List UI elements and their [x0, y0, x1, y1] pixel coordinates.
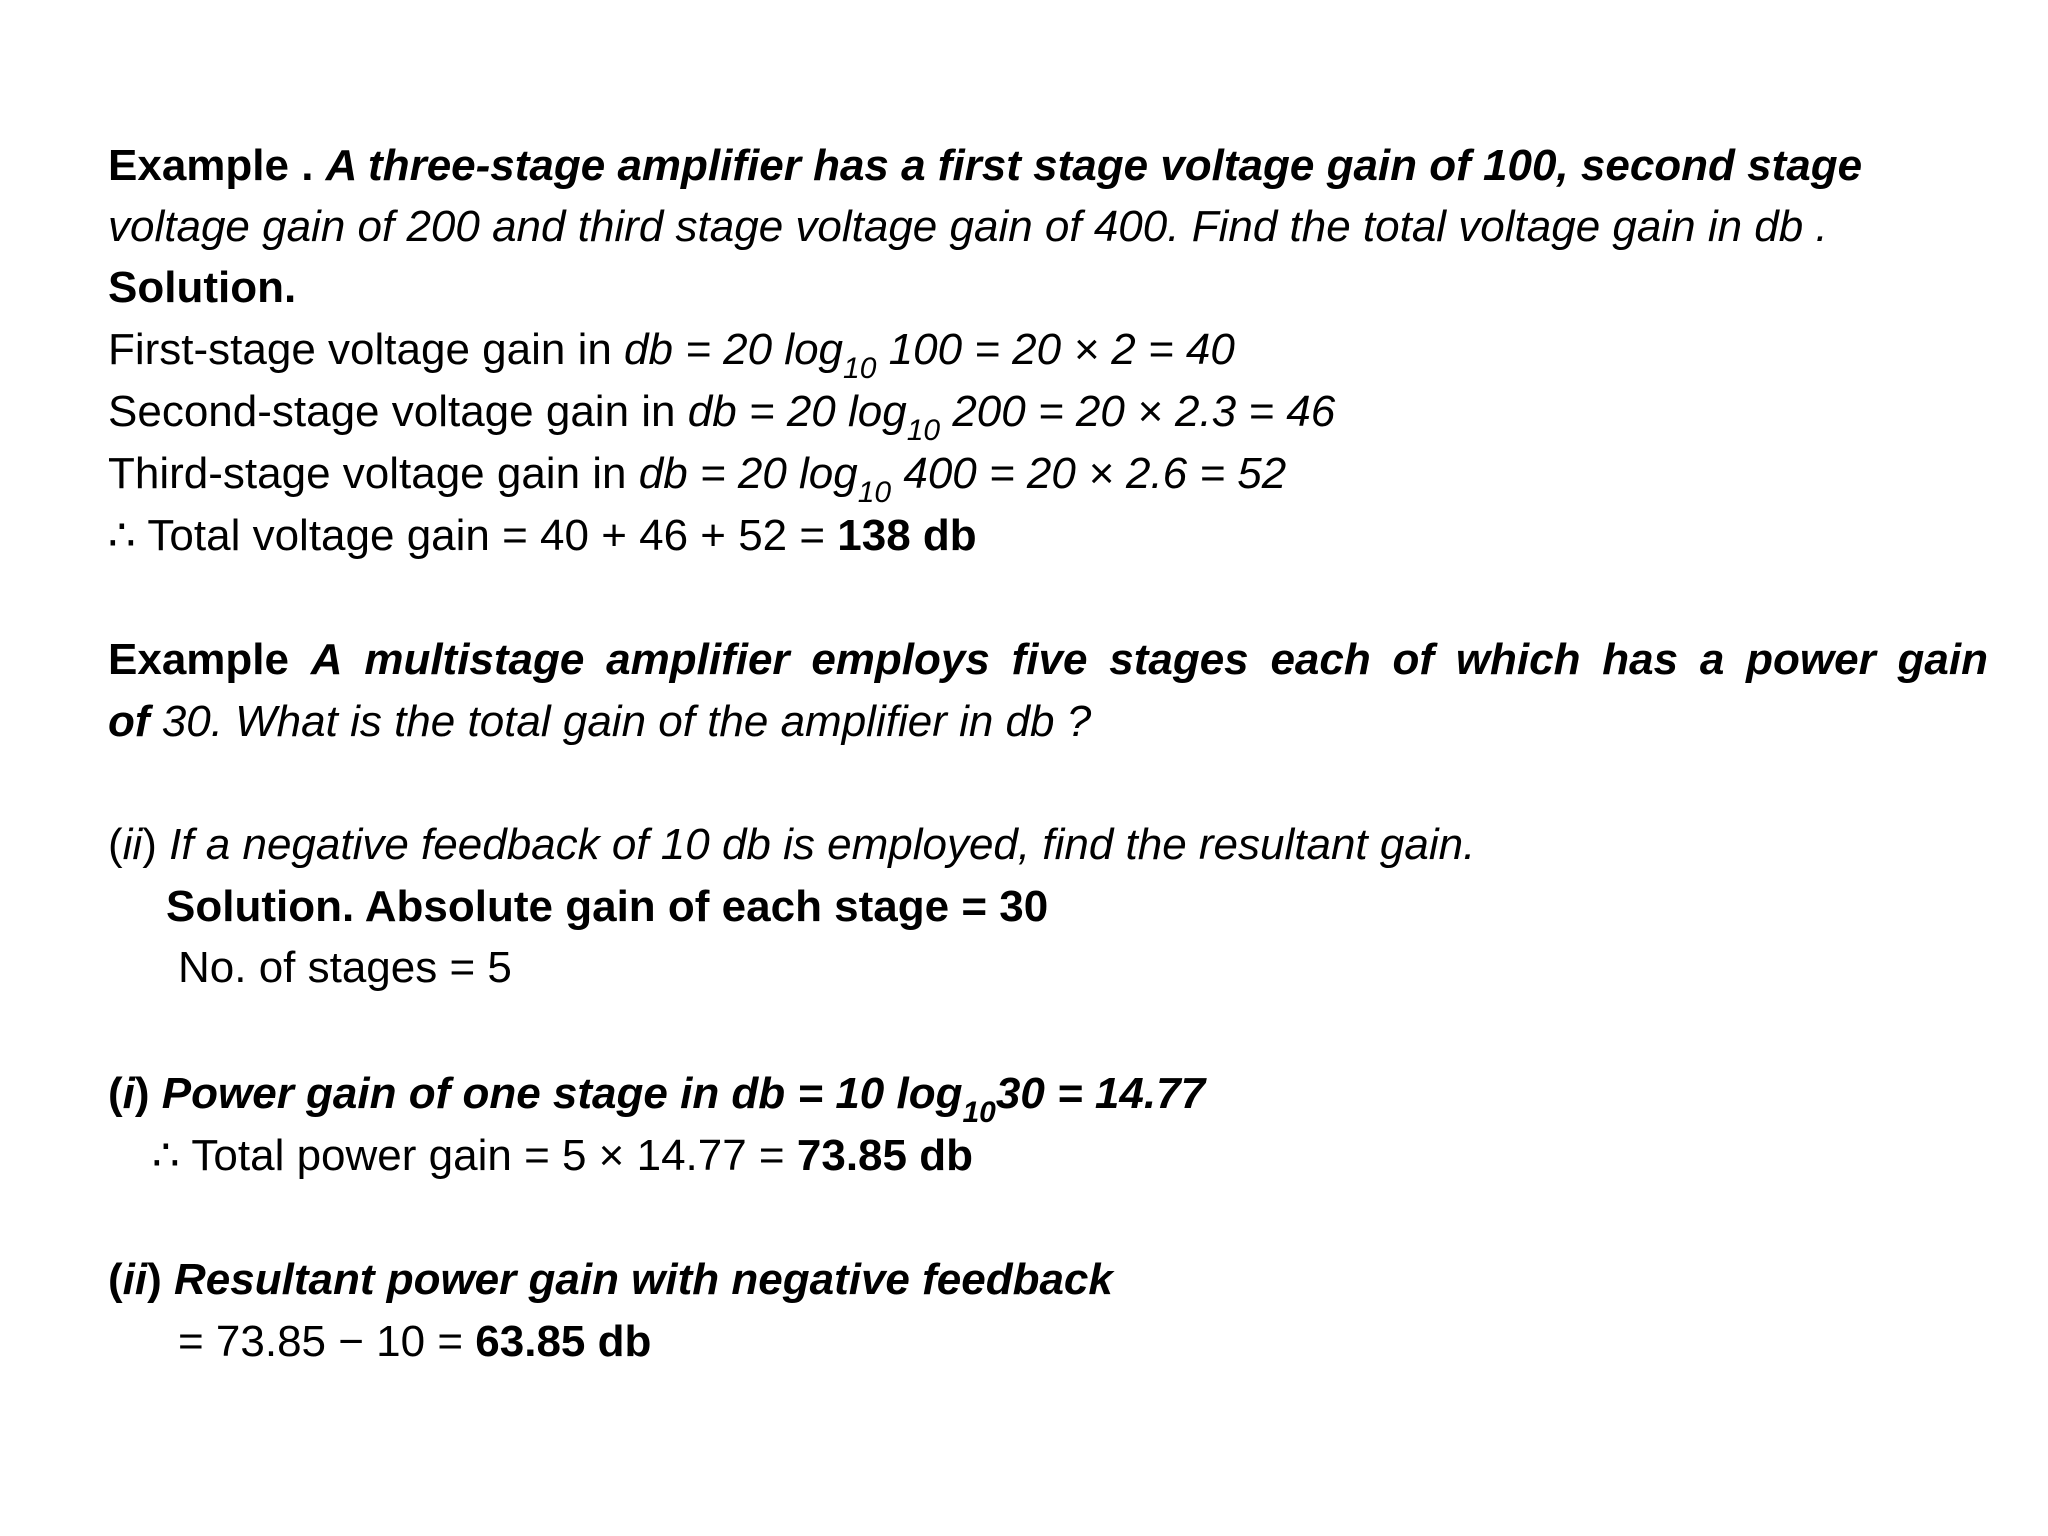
example2-part-ii: (ii) Resultant power gain with negative feedback [108, 1255, 1113, 1304]
step1-subscript: 10 [843, 352, 877, 385]
example1-solution-label: Solution. [108, 263, 297, 312]
q-word: power [1746, 635, 1876, 684]
example1-label: Example . [108, 141, 314, 190]
part2-label: ii [122, 820, 143, 869]
part2-text: If a negative feedback of 10 db is employed, find the resultant gain. [169, 820, 1476, 869]
total-power-prefix: ∴ Total power gain = 5 × 14.77 = [152, 1131, 785, 1180]
q-word: each [1270, 635, 1371, 684]
q2-rest: 30. What is the total gain of the amplifier in db ? [161, 697, 1092, 746]
part-ii-text: Resultant power gain with negative feedback [174, 1255, 1113, 1304]
total-power-value: 73.85 db [796, 1131, 973, 1180]
result-prefix: = 73.85 − 10 = [178, 1317, 464, 1366]
total-voltage-prefix: ∴ Total voltage gain = 40 + 46 + 52 = [108, 511, 826, 560]
step3-expr [638, 449, 1287, 509]
example2-result [178, 1312, 651, 1372]
part-i-label: i [122, 1069, 135, 1118]
q-word: has [1602, 635, 1679, 684]
example2-question-line1 [108, 630, 1988, 690]
q-word: A [310, 635, 343, 684]
example1-step1 [108, 320, 1235, 385]
step2-subscript: 10 [906, 414, 941, 447]
step3-expr-b: 400 = 20 × 2.6 = 52 [903, 449, 1287, 498]
example1-question-line1 [108, 136, 1862, 196]
q-word: five [1011, 635, 1088, 684]
part-i-subscript: 10 [962, 1096, 996, 1129]
example2-total-power [152, 1126, 973, 1186]
q-word: which [1455, 635, 1581, 684]
example1-question-text: A three-stage amplifier has a first stage voltage gain of 100, second stage [325, 141, 1863, 190]
step1-expr [624, 325, 1235, 385]
q-word: gain [1897, 635, 1988, 684]
example2-part2-question: (ii) If a negative feedback of 10 db is employed, find the resultant gain. [108, 820, 1476, 869]
example1-question-line2: voltage gain of 200 and third stage voltage gain of 400. Find the total voltage gain in db . [108, 202, 1828, 251]
q-word: a [1699, 635, 1725, 684]
example2-stages-line: No. of stages = 5 [178, 943, 512, 992]
example2-solution-line: Solution. Absolute gain of each stage = 30 [166, 882, 1049, 931]
part-i-expr: Power gain of one stage in db = 10 log [161, 1069, 963, 1118]
q-word: multistage [364, 635, 585, 684]
q-word: stages [1109, 635, 1249, 684]
part-ii-label: ii [122, 1255, 148, 1304]
q-word: amplifier [606, 635, 790, 684]
step2-expr-b: 200 = 20 × 2.3 = 46 [952, 387, 1336, 436]
step1-expr-a: db = 20 log [624, 325, 844, 374]
example1-total [108, 506, 977, 566]
example2-part-i: (i) Power gain of one stage in db = 10 $\log_{10}30 = 14.77$ [108, 1069, 1206, 1129]
step3-text: Third-stage voltage gain in [108, 449, 627, 498]
part-i-result: 30 = 14.77 [995, 1069, 1206, 1118]
result-value: 63.85 db [475, 1317, 652, 1366]
step3-expr-a: db = 20 log [638, 449, 858, 498]
step2-expr-a: db = 20 log [687, 387, 907, 436]
example2-label: Example [108, 635, 289, 684]
step1-text: First-stage voltage gain in [108, 325, 612, 374]
example2-question-line2 [108, 692, 1091, 752]
q2-bold: of [108, 697, 150, 746]
q-word: employs [811, 635, 990, 684]
step3-subscript: 10 [857, 476, 892, 509]
step1-expr-b: 100 = 20 × 2 = 40 [888, 325, 1235, 374]
q-word: of [1392, 635, 1435, 684]
step2-expr [687, 387, 1336, 447]
step2-text: Second-stage voltage gain in [108, 387, 676, 436]
example1-step3 [108, 444, 1287, 509]
example1-step2 [108, 382, 1336, 447]
total-voltage-value: 138 db [837, 511, 977, 560]
